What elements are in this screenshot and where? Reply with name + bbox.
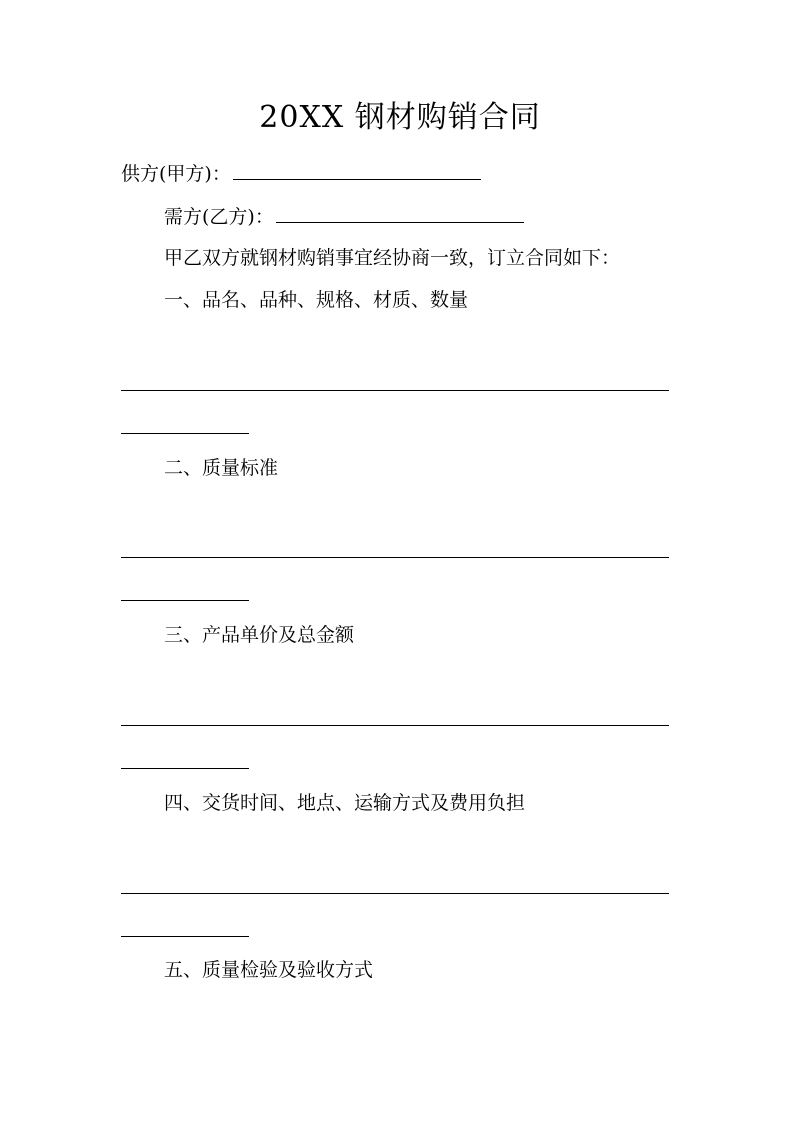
fill-line-4b[interactable] [121,936,249,937]
supplier-line [121,160,481,188]
section-heading-1: 一、品名、品种、规格、材质、数量 [164,289,469,311]
buyer-blank[interactable] [276,204,524,223]
fill-line-3b[interactable] [121,768,249,769]
fill-line-1b[interactable] [121,433,249,434]
fill-line-4a[interactable] [121,893,669,894]
supplier-blank[interactable] [233,161,481,180]
fill-line-1a[interactable] [121,390,669,391]
document-title: 20XX 钢材购销合同 [259,100,541,135]
fill-line-2b[interactable] [121,600,249,601]
intro-text: 甲乙双方就钢材购销事宜经协商一致，订立合同如下： [164,247,621,269]
fill-line-2a[interactable] [121,557,669,558]
supplier-label: 供方(甲方)： [121,163,231,185]
buyer-label: 需方(乙方)： [164,206,274,228]
fill-line-3a[interactable] [121,725,669,726]
section-heading-4: 四、交货时间、地点、运输方式及费用负担 [164,792,526,814]
buyer-line [164,203,524,231]
section-heading-2: 二、质量标准 [164,457,279,479]
section-heading-5: 五、质量检验及验收方式 [164,959,374,981]
section-heading-3: 三、产品单价及总金额 [164,624,355,646]
